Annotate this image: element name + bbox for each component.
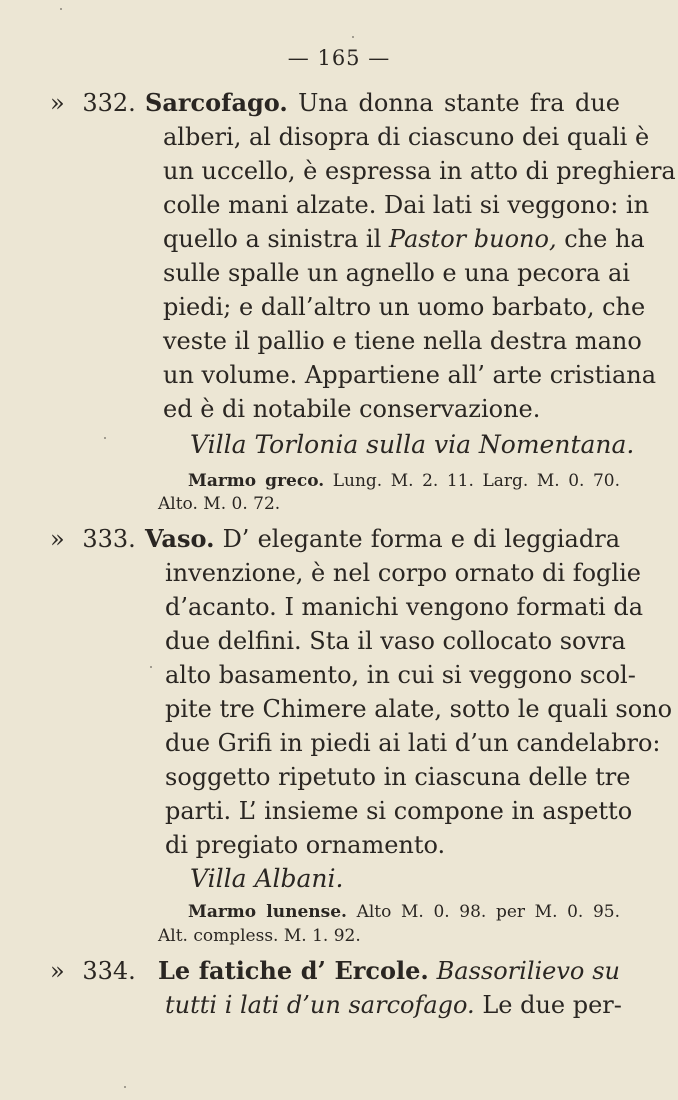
entry-332-location: Villa Torlonia sulla via Nomentana. <box>190 430 635 459</box>
entry-333-line-3: d’acanto. I manichi vengono formati da <box>165 593 644 621</box>
entry-333-line-2: invenzione, è nel corpo ornato di foglie <box>165 559 641 587</box>
entry-332-line-3: un uccello, è espressa in atto di preghiera <box>163 157 676 185</box>
entry-number: 332. <box>82 89 136 117</box>
entry-332-head <box>50 86 136 120</box>
entry-333-measures-2: Alt. compless. M. 1. 92. <box>158 926 361 946</box>
entry-number: 334. <box>82 957 136 985</box>
entry-332-measures-2: Alto. M. 0. 72. <box>158 494 281 514</box>
entry-marker: » <box>50 525 65 553</box>
entry-332-line-2: alberi, al disopra di ciascuno dei quali è <box>163 123 650 151</box>
entry-332-measures: Marmo greco. Lung. M. 2. 11. Larg. M. 0. 70. <box>188 471 620 491</box>
paper-speck <box>352 36 354 38</box>
entry-title: Sarcofago. <box>145 88 288 117</box>
entry-marker: » <box>50 957 65 985</box>
entry-marker: » <box>50 89 65 117</box>
page-number: — 165 — <box>287 46 391 70</box>
entry-333-line-1: Vaso. D’ elegante forma e di leggiadra <box>145 524 620 553</box>
entry-333-line-10: di pregiato ornamento. <box>165 831 446 859</box>
entry-333-location: Villa Albani. <box>190 864 344 893</box>
entry-333-head <box>50 522 136 556</box>
entry-333-line-9: parti. L’ insieme si compone in aspetto <box>165 797 633 825</box>
paper-speck <box>104 437 106 439</box>
entry-333-line-8: soggetto ripetuto in ciascuna delle tre <box>165 763 631 791</box>
entry-332-line-8: veste il pallio e tiene nella destra mano <box>163 327 642 355</box>
entry-332-line-6: sulle spalle un agnello e una pecora ai <box>163 259 630 287</box>
entry-number: 333. <box>82 525 136 553</box>
entry-333-line-5: alto basamento, in cui si veggono scol- <box>165 661 636 689</box>
paper-speck <box>60 8 62 10</box>
entry-333-measures: Marmo lunense. Alto M. 0. 98. per M. 0. 95. <box>188 902 621 922</box>
entry-title: Vaso. <box>145 524 215 553</box>
entry-334-head <box>50 954 136 988</box>
paper-speck <box>124 1086 126 1088</box>
entry-332-line-4: colle mani alzate. Dai lati si veggono: in <box>163 191 650 219</box>
entry-332-line-7: piedi; e dall’altro un uomo barbato, che <box>163 293 646 321</box>
entry-title: Le fatiche d’ Ercole. <box>158 956 429 985</box>
entry-334-line-2: tutti i lati d’un sarcofago. Le due per- <box>165 991 622 1019</box>
entry-333-line-4: due delfini. Sta il vaso collocato sovra <box>165 627 626 655</box>
italic-phrase: Pastor buono, <box>388 225 557 253</box>
entry-333-line-7: due Grifi in piedi ai lati d’un candelabro: <box>165 729 661 757</box>
entry-334-line-1: Le fatiche d’ Ercole. Bassorilievo su <box>158 956 621 985</box>
entry-332-line-5: quello a sinistra il Pastor buono, che ha <box>163 225 645 253</box>
material: Marmo greco. <box>188 471 325 491</box>
material: Marmo lunense. <box>188 902 347 922</box>
entry-332-line-9: un volume. Appartiene all’ arte cristiana <box>163 361 657 389</box>
paper-speck <box>150 666 152 668</box>
entry-332-line-10: ed è di notabile conservazione. <box>163 395 541 423</box>
entry-332-line-1: Sarcofago. Una donna stante fra due <box>145 88 620 117</box>
entry-333-line-6: pite tre Chimere alate, sotto le quali sono <box>165 695 673 723</box>
